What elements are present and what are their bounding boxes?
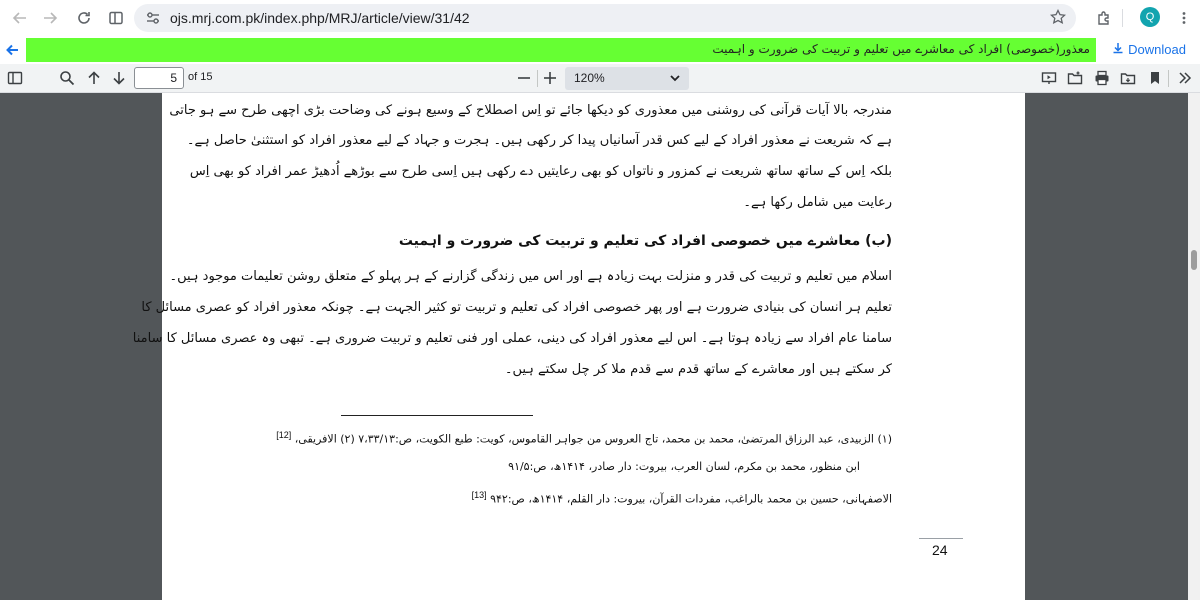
zoom-divider — [537, 70, 538, 87]
footnote-separator — [341, 415, 533, 416]
footnote-1 — [276, 430, 892, 446]
pdf-viewer — [0, 93, 1200, 600]
footnote-2 — [472, 490, 892, 506]
paragraph-line: مندرجہ بالا آیات قرآنی کی روشنی میں معذوری کو دیکھا جائے تو اِس اصطلاح کے وسیع ہونے کی وضاحت بڑی اچھی طرح سے ہو جاتی — [169, 103, 892, 118]
paragraph-line: تعلیم ہر انسان کی بنیادی ضرورت ہے اور پھر خصوصی افراد کی تعلیم و تربیت تو کثیر الجہت ہے۔ چونکہ معذور افراد کو عصری مسائل کا — [141, 300, 892, 315]
footnote-1-ref[interactable]: [12] — [276, 430, 292, 440]
footnote-1-text: (۱) الزبیدی، عبد الرزاق المرتضیٰ، محمد بن محمد، تاج العروس من جواہر القاموس، کویت: طبع الکویت، ص:۷،۳۳/۱۳ (۲) الافریقی، — [294, 432, 892, 446]
page-number-input[interactable]: 5 — [134, 67, 184, 89]
paragraph-line: بلکہ اِس کے ساتھ ساتھ شریعت نے کمزور و ناتواں کو بھی رعایتیں دے رکھی ہیں اِسی طرح سے بوڑھے اُدھیڑ عمر افراد کو بھی اِس — [189, 164, 892, 179]
zoom-in-icon[interactable] — [541, 69, 559, 87]
scrollbar-thumb[interactable] — [1191, 250, 1197, 270]
paragraph-line: اسلام میں تعلیم و تربیت کی قدر و منزلت بہت زیادہ ہے اور اس میں زندگی گزارنے کے ہر پہلو کے متعلق روشن تعلیمات موجود ہیں۔ — [169, 269, 892, 284]
download-button[interactable] — [1112, 42, 1186, 57]
section-heading: (ب) معاشرے میں خصوصی افراد کی تعلیم و تربیت کی ضرورت و اہمیت — [398, 233, 892, 249]
chevron-down-icon — [670, 71, 680, 88]
paragraph-line: کر سکتے ہیں اور معاشرے کے ساتھ قدم سے قدم ملا کر چل سکتے ہیں۔ — [504, 362, 892, 377]
previous-page-icon[interactable] — [85, 69, 103, 87]
vertical-scrollbar[interactable] — [1188, 93, 1200, 600]
back-arrow-icon[interactable] — [4, 42, 22, 58]
pdf-page — [132, 93, 1025, 600]
print-icon[interactable] — [1093, 69, 1111, 87]
side-panel-icon[interactable] — [104, 6, 128, 30]
add-to-folder-icon[interactable] — [1066, 69, 1084, 87]
footnote-1-continued: ابن منظور، محمد بن مکرم، لسان العرب، بیروت: دار صادر، ۱۴۱۴ھ، ص:۹۱/۵ — [508, 460, 860, 473]
footnote-2-ref[interactable]: [13] — [471, 490, 487, 500]
article-header-bar — [0, 36, 1200, 64]
back-icon[interactable] — [8, 6, 32, 30]
download-label: Download — [1128, 42, 1186, 57]
save-to-folder-icon[interactable] — [1119, 69, 1137, 87]
page-number: 24 — [932, 542, 948, 558]
footnote-2-text: الاصفہانی، حسین بن محمد بالراغب، مفردات القرآن، بیروت: دار القلم، ۱۴۱۴ھ، ص:۹۴۲ — [490, 492, 892, 506]
next-page-icon[interactable] — [110, 69, 128, 87]
bookmark-star-icon[interactable] — [1050, 9, 1066, 30]
address-bar[interactable] — [134, 4, 1076, 32]
document-title: معذور(خصوصی) افراد کی معاشرے میں تعلیم و تربیت کی ضرورت و اہمیت — [712, 42, 1090, 56]
document-title-banner — [26, 38, 1096, 62]
search-icon[interactable] — [58, 69, 76, 87]
bookmark-icon[interactable] — [1146, 69, 1164, 87]
pdf-toolbar — [0, 64, 1200, 93]
menu-kebab-icon[interactable] — [1172, 6, 1196, 30]
zoom-out-icon[interactable] — [515, 69, 533, 87]
page-total: of 15 — [188, 71, 213, 83]
site-info-icon[interactable] — [144, 9, 162, 27]
paragraph-line: ہے کہ شریعت نے معذور افراد کے لیے کس قدر آسانیاں پیدا کر رکھی ہیں۔ ہجرت و جہاد کے لیے معذور افراد کو استثنیٰ حاصل ہے۔ — [186, 133, 892, 148]
toolbar-divider — [1122, 9, 1123, 27]
download-icon — [1112, 42, 1124, 57]
presentation-icon[interactable] — [1040, 69, 1058, 87]
toolbar-divider-right — [1168, 70, 1169, 87]
profile-avatar[interactable] — [1140, 7, 1160, 27]
paragraph-line: رعایت میں شامل رکھا ہے۔ — [743, 195, 892, 210]
paragraph-line: سامنا عام افراد سے زیادہ ہوتا ہے۔ اس لیے معذور افراد کی دینی، عملی اور فنی تعلیم و تربیت ضروری ہے۔ تبھی وہ عصری مسائل کا سامنا — [132, 331, 892, 346]
double-chevron-right-icon[interactable] — [1176, 69, 1194, 87]
page-number-rule — [919, 538, 963, 539]
profile-initial: Q — [1145, 11, 1155, 23]
url-text: ojs.mrj.com.pk/index.php/MRJ/article/view/31/42 — [170, 10, 470, 26]
reload-icon[interactable] — [72, 6, 96, 30]
zoom-value: 120% — [574, 71, 605, 85]
extensions-icon[interactable] — [1092, 6, 1116, 30]
browser-toolbar — [0, 0, 1200, 36]
zoom-select[interactable] — [565, 67, 689, 90]
sidebar-toggle-icon[interactable] — [6, 69, 24, 87]
forward-icon[interactable] — [38, 6, 62, 30]
